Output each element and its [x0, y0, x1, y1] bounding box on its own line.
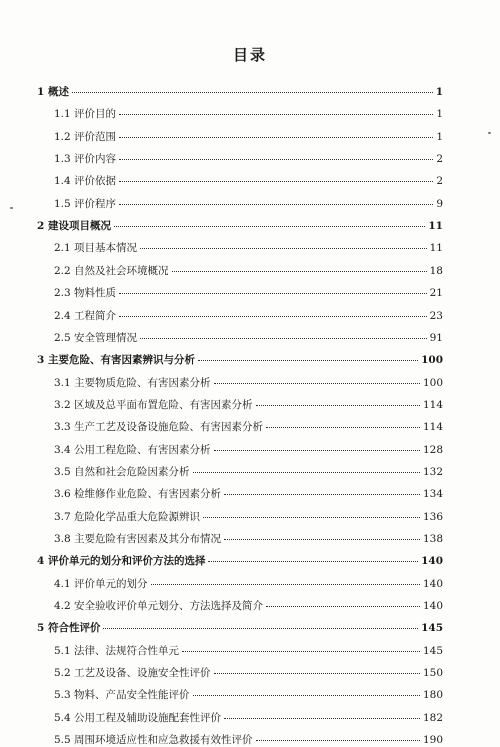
toc-section-entry[interactable]: [54, 106, 443, 121]
toc-page-number: 1: [436, 130, 443, 143]
toc-page-number: 134: [422, 488, 443, 501]
dot-leader: [119, 158, 433, 160]
toc-section-entry[interactable]: [54, 375, 443, 390]
dot-leader: [193, 471, 420, 473]
toc-entry-label: 5.2 工艺及设备、设施安全性评价: [54, 667, 211, 680]
toc-section-entry[interactable]: [54, 173, 443, 188]
toc-page-number: 182: [422, 711, 443, 724]
toc-entry-label: 5 符合性评价: [37, 622, 101, 635]
dot-leader: [119, 180, 433, 182]
toc-section-entry[interactable]: [54, 643, 443, 658]
toc-page-number: 190: [422, 734, 443, 747]
dot-leader: [119, 136, 433, 138]
toc-section-entry[interactable]: [54, 151, 443, 166]
toc-entry-label: 2.5 安全管理情况: [54, 331, 138, 344]
toc-section-entry[interactable]: [54, 464, 443, 479]
toc-section-entry[interactable]: [54, 263, 443, 278]
toc-section-entry[interactable]: [54, 196, 443, 211]
toc-section-entry[interactable]: [54, 308, 443, 323]
toc-entry-label: 2.4 工程简介: [54, 309, 117, 322]
toc-entry-label: 3 主要危险、有害因素辨识与分析: [37, 354, 195, 367]
toc-page-number: 145: [421, 622, 443, 635]
dot-leader: [266, 605, 420, 607]
toc-entry-label: 2.1 项目基本情况: [54, 242, 138, 255]
toc-entry-label: 3.7 危险化学品重大危险源辨识: [54, 510, 201, 523]
toc-section-entry[interactable]: [54, 576, 443, 591]
toc-page-number: 21: [429, 287, 443, 300]
toc-entry-label: 3.3 生产工艺及设备设施危险、有害因素分析: [54, 421, 264, 434]
dot-leader: [256, 739, 420, 741]
page-title: 目录: [232, 46, 267, 64]
dot-leader: [119, 292, 427, 294]
toc-section-entry[interactable]: [54, 665, 443, 680]
toc-section-entry[interactable]: [54, 509, 443, 524]
toc-entry-label: 5.4 公用工程及辅助设施配套性评价: [54, 711, 222, 724]
toc-page-number: 11: [428, 220, 443, 233]
dot-leader: [119, 315, 427, 317]
dot-leader: [198, 359, 418, 361]
toc-page-number: 128: [422, 443, 443, 456]
toc-section-entry[interactable]: [54, 129, 443, 144]
toc-entry-label: 5.5 周围环境适应性和应急救援有效性评价: [54, 734, 253, 747]
dot-leader: [140, 337, 427, 339]
toc-page-number: 2: [436, 175, 443, 188]
toc-page-number: 18: [429, 264, 443, 277]
toc-entry-label: 1 概述: [37, 86, 69, 98]
dot-leader: [266, 426, 420, 428]
toc-chapter-entry[interactable]: [37, 218, 443, 233]
toc-entry-label: 3.2 区域及总平面布置危险、有害因素分析: [54, 398, 253, 411]
toc-page-number: 114: [422, 398, 443, 411]
toc-section-entry[interactable]: [54, 397, 443, 412]
toc-section-entry[interactable]: [54, 531, 443, 546]
toc-entry-label: 3.8 主要危险有害因素及其分布情况: [54, 533, 222, 545]
toc-page-number: 91: [429, 331, 443, 344]
dot-leader: [203, 516, 420, 518]
toc-entry-label: 5.3 物料、产品安全性能评价: [54, 689, 190, 702]
toc-entry-label: 2 建设项目概况: [37, 220, 111, 233]
toc-chapter-entry[interactable]: [37, 620, 443, 635]
toc-entry-label: 1.4 评价依据: [54, 175, 117, 188]
toc-page-number: 132: [422, 465, 443, 478]
dot-leader: [72, 91, 433, 93]
toc-entry-label: 1.1 评价目的: [54, 108, 117, 121]
toc-entry-label: 1.3 评价内容: [54, 153, 117, 166]
toc-section-entry[interactable]: [54, 710, 443, 725]
dot-leader: [214, 382, 420, 384]
scan-speck: [488, 132, 491, 134]
toc-page-number: 9: [436, 197, 443, 210]
toc-page-number: 150: [422, 667, 443, 680]
toc-section-entry[interactable]: [54, 240, 443, 255]
dot-leader: [172, 270, 427, 272]
toc-page-number: 2: [436, 153, 443, 166]
toc-chapter-entry[interactable]: [37, 352, 443, 367]
toc-page-number: 136: [422, 510, 443, 523]
scan-speck: [10, 207, 13, 209]
dot-leader: [256, 404, 420, 406]
toc-page-number: 145: [422, 644, 443, 657]
toc-page-number: 140: [422, 577, 443, 590]
toc-page-number: 23: [429, 309, 443, 322]
toc-page-number: 180: [422, 689, 443, 702]
toc-page-number: 114: [422, 421, 443, 434]
toc-entry-label: 3.6 检维修作业危险、有害因素分析: [54, 488, 222, 501]
toc-page-number: 140: [421, 555, 443, 568]
toc-page-number: 1: [436, 108, 443, 121]
dot-leader: [224, 538, 420, 540]
toc-entry-label: 4 评价单元的划分和评价方法的选择: [37, 555, 206, 568]
toc-section-entry[interactable]: [54, 732, 443, 747]
toc-entry-label: 3.4 公用工程危险、有害因素分析: [54, 443, 211, 456]
dot-leader: [140, 247, 427, 249]
toc-page-number: 138: [422, 533, 443, 545]
toc-page-number: 1: [435, 86, 443, 98]
dot-leader: [214, 672, 420, 674]
toc-section-entry[interactable]: [54, 442, 443, 457]
dot-leader: [224, 493, 420, 495]
dot-leader: [151, 583, 420, 585]
toc-entry-label: 1.5 评价程序: [54, 197, 117, 210]
toc-entry-label: 2.3 物料性质: [54, 287, 117, 300]
toc-entry-label: 4.2 安全验收评价单元划分、方法选择及简介: [54, 600, 264, 613]
dot-leader: [182, 650, 420, 652]
dot-leader: [193, 694, 420, 696]
dot-leader: [208, 560, 418, 562]
toc-entry-label: 5.1 法律、法规符合性单元: [54, 644, 180, 657]
dot-leader: [224, 717, 420, 719]
toc-entry-label: 3.5 自然和社会危险因素分析: [54, 465, 190, 478]
dot-leader: [214, 449, 420, 451]
toc-page-number: 11: [429, 242, 443, 255]
toc-chapter-entry[interactable]: [37, 84, 443, 99]
toc-section-entry[interactable]: [54, 687, 443, 702]
toc-section-entry[interactable]: [54, 285, 443, 300]
toc-section-entry[interactable]: [54, 419, 443, 434]
dot-leader: [119, 203, 433, 205]
toc-entry-label: 2.2 自然及社会环境概况: [54, 264, 169, 277]
toc-entry-label: 4.1 评价单元的划分: [54, 577, 148, 590]
toc-chapter-entry[interactable]: [37, 553, 443, 568]
toc-section-entry[interactable]: [54, 330, 443, 345]
toc-section-entry[interactable]: [54, 486, 443, 501]
dot-leader: [119, 113, 433, 115]
toc-page-number: 100: [421, 354, 443, 367]
toc-page-number: 140: [422, 600, 443, 613]
toc-entry-label: 3.1 主要物质危险、有害因素分析: [54, 376, 211, 389]
toc-section-entry[interactable]: [54, 598, 443, 613]
toc-page-number: 100: [422, 376, 443, 389]
toc-entry-label: 1.2 评价范围: [54, 130, 117, 143]
dot-leader: [114, 225, 425, 227]
dot-leader: [103, 627, 418, 629]
